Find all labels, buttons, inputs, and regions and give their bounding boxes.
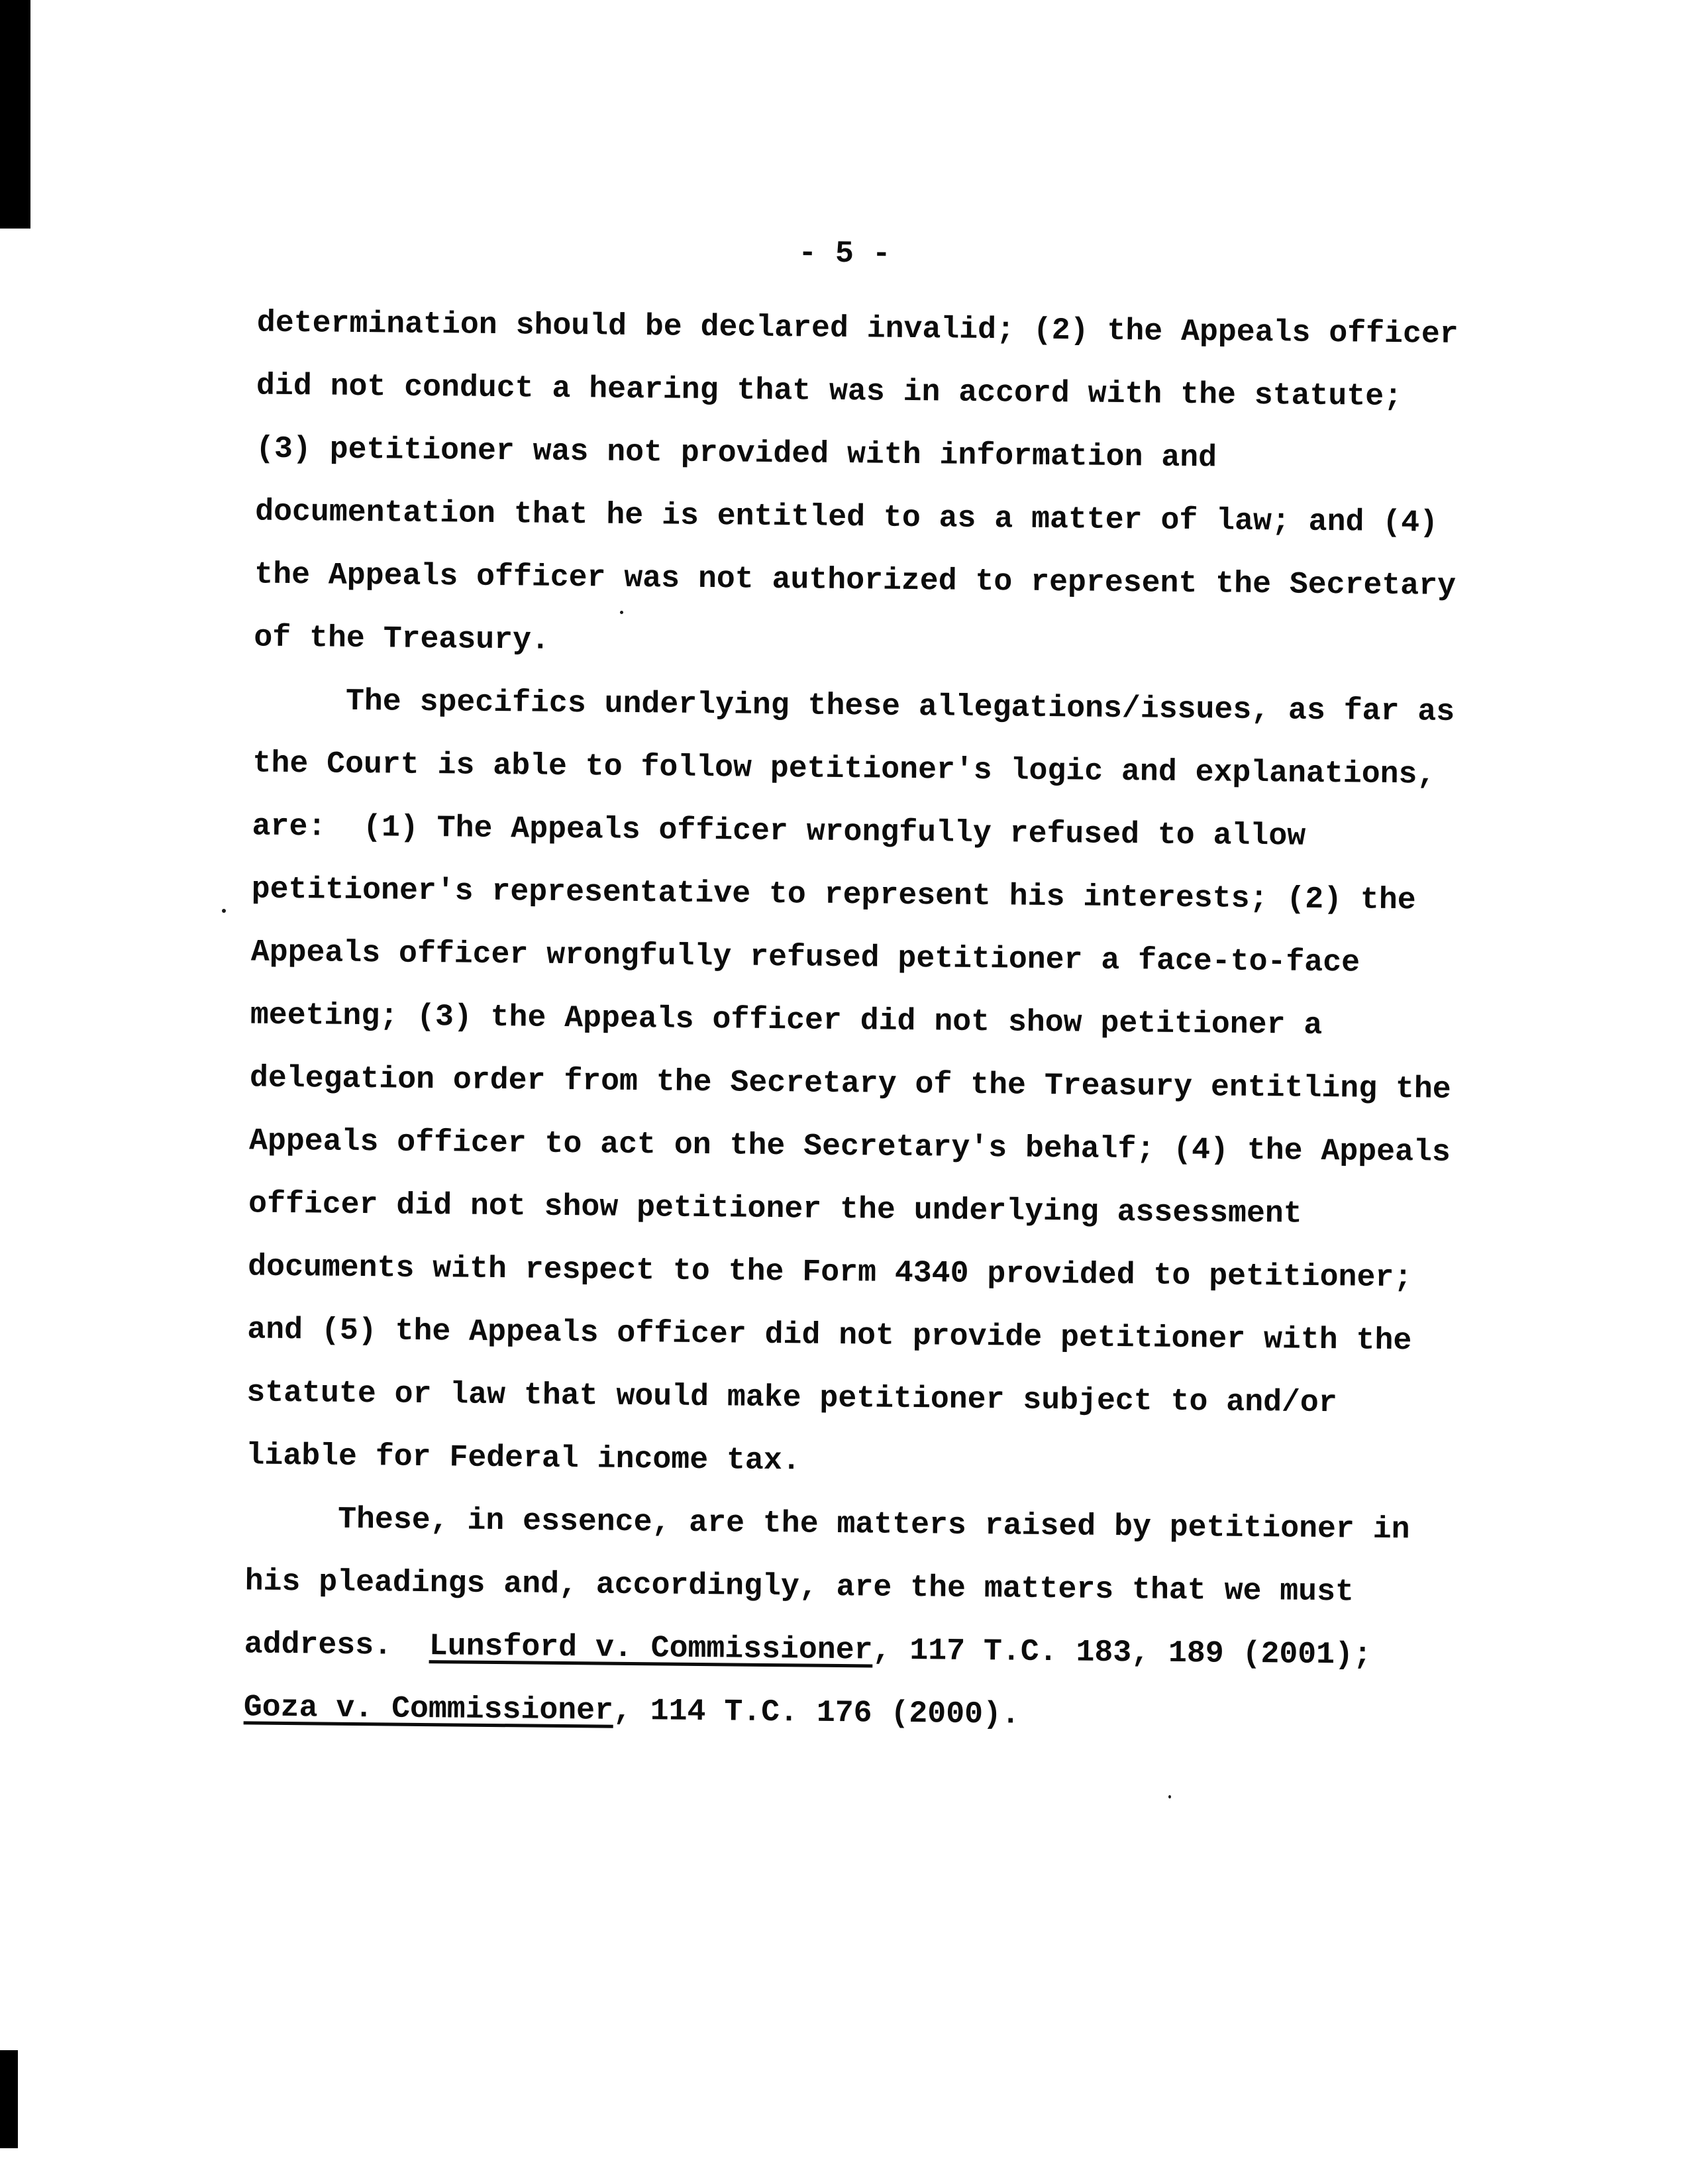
text-run: meeting; (3) the Appeals officer did not show petitioner a xyxy=(250,997,1323,1043)
document-line xyxy=(256,417,1515,492)
document-line xyxy=(252,731,1511,806)
document-line xyxy=(248,1235,1507,1310)
document-line xyxy=(246,1361,1506,1435)
text-run: statute or law that would make petitioner subject to and/or xyxy=(246,1375,1337,1421)
document-line xyxy=(250,983,1509,1058)
document-line xyxy=(250,1046,1509,1121)
document-line xyxy=(252,794,1511,869)
text-run: did not conduct a hearing that was in accord with the statute; xyxy=(256,368,1403,415)
document-line xyxy=(254,543,1513,617)
text-run: , 114 T.C. 176 (2000). xyxy=(613,1692,1021,1732)
document-line xyxy=(255,480,1514,554)
document-line xyxy=(251,857,1510,932)
document-line xyxy=(244,1612,1503,1687)
document-line xyxy=(247,1298,1506,1373)
document-line xyxy=(248,1172,1508,1247)
case-citation: Goza v. Commissioner xyxy=(243,1689,614,1728)
document-line xyxy=(244,1549,1504,1624)
text-run: petitioner's representative to represent his interests; (2) the xyxy=(251,871,1416,918)
document-line xyxy=(250,920,1510,995)
text-run: determination should be declared invalid; (2) the Appeals officer xyxy=(256,305,1459,352)
text-run: liable for Federal income tax. xyxy=(246,1437,801,1479)
text-run: are: (1) The Appeals officer wrongfully refused to allow xyxy=(252,808,1306,854)
document-line xyxy=(246,1424,1505,1498)
document-line xyxy=(253,668,1512,743)
text-run: address. xyxy=(244,1626,430,1664)
text-run: Appeals officer wrongfully refused petitioner a face-to-face xyxy=(250,934,1360,980)
text-run: of the Treasury. xyxy=(254,619,550,658)
document-line xyxy=(243,1675,1502,1750)
document-line xyxy=(249,1109,1508,1184)
text-run: The specifics underlying these allegations/issues, as far as xyxy=(253,682,1455,729)
text-run: the Appeals officer was not authorized to represent the Secretary xyxy=(254,556,1457,603)
text-run: These, in essence, are the matters raised by petitioner in xyxy=(245,1500,1410,1547)
case-citation: Lunsford v. Commissioner xyxy=(429,1628,873,1668)
text-run: and (5) the Appeals officer did not provide petitioner with the xyxy=(247,1312,1412,1359)
text-run: delegation order from the Secretary of the Treasury entitling the xyxy=(249,1060,1451,1107)
document-line xyxy=(254,605,1513,680)
text-run: Appeals officer to act on the Secretary's behalf; (4) the Appeals xyxy=(248,1123,1451,1170)
text-run: officer did not show petitioner the underlying assessment xyxy=(248,1186,1302,1231)
document-line xyxy=(256,354,1515,429)
text-run: , 117 T.C. 183, 189 (2001); xyxy=(872,1632,1372,1673)
document-line xyxy=(245,1486,1504,1561)
text-run: documentation that he is entitled to as a matter of law; and (4) xyxy=(254,494,1439,541)
document-line xyxy=(256,291,1515,366)
document-body xyxy=(243,291,1515,1750)
text-run: (3) petitioner was not provided with information and xyxy=(255,431,1217,476)
text-run: the Court is able to follow petitioner's logic and explanations, xyxy=(252,745,1436,792)
text-run: his pleadings and, accordingly, are the matters that we must xyxy=(244,1563,1355,1610)
text-run: documents with respect to the Form 4340 provided to petitioner; xyxy=(247,1249,1413,1296)
page-number: - 5 - xyxy=(797,235,891,272)
